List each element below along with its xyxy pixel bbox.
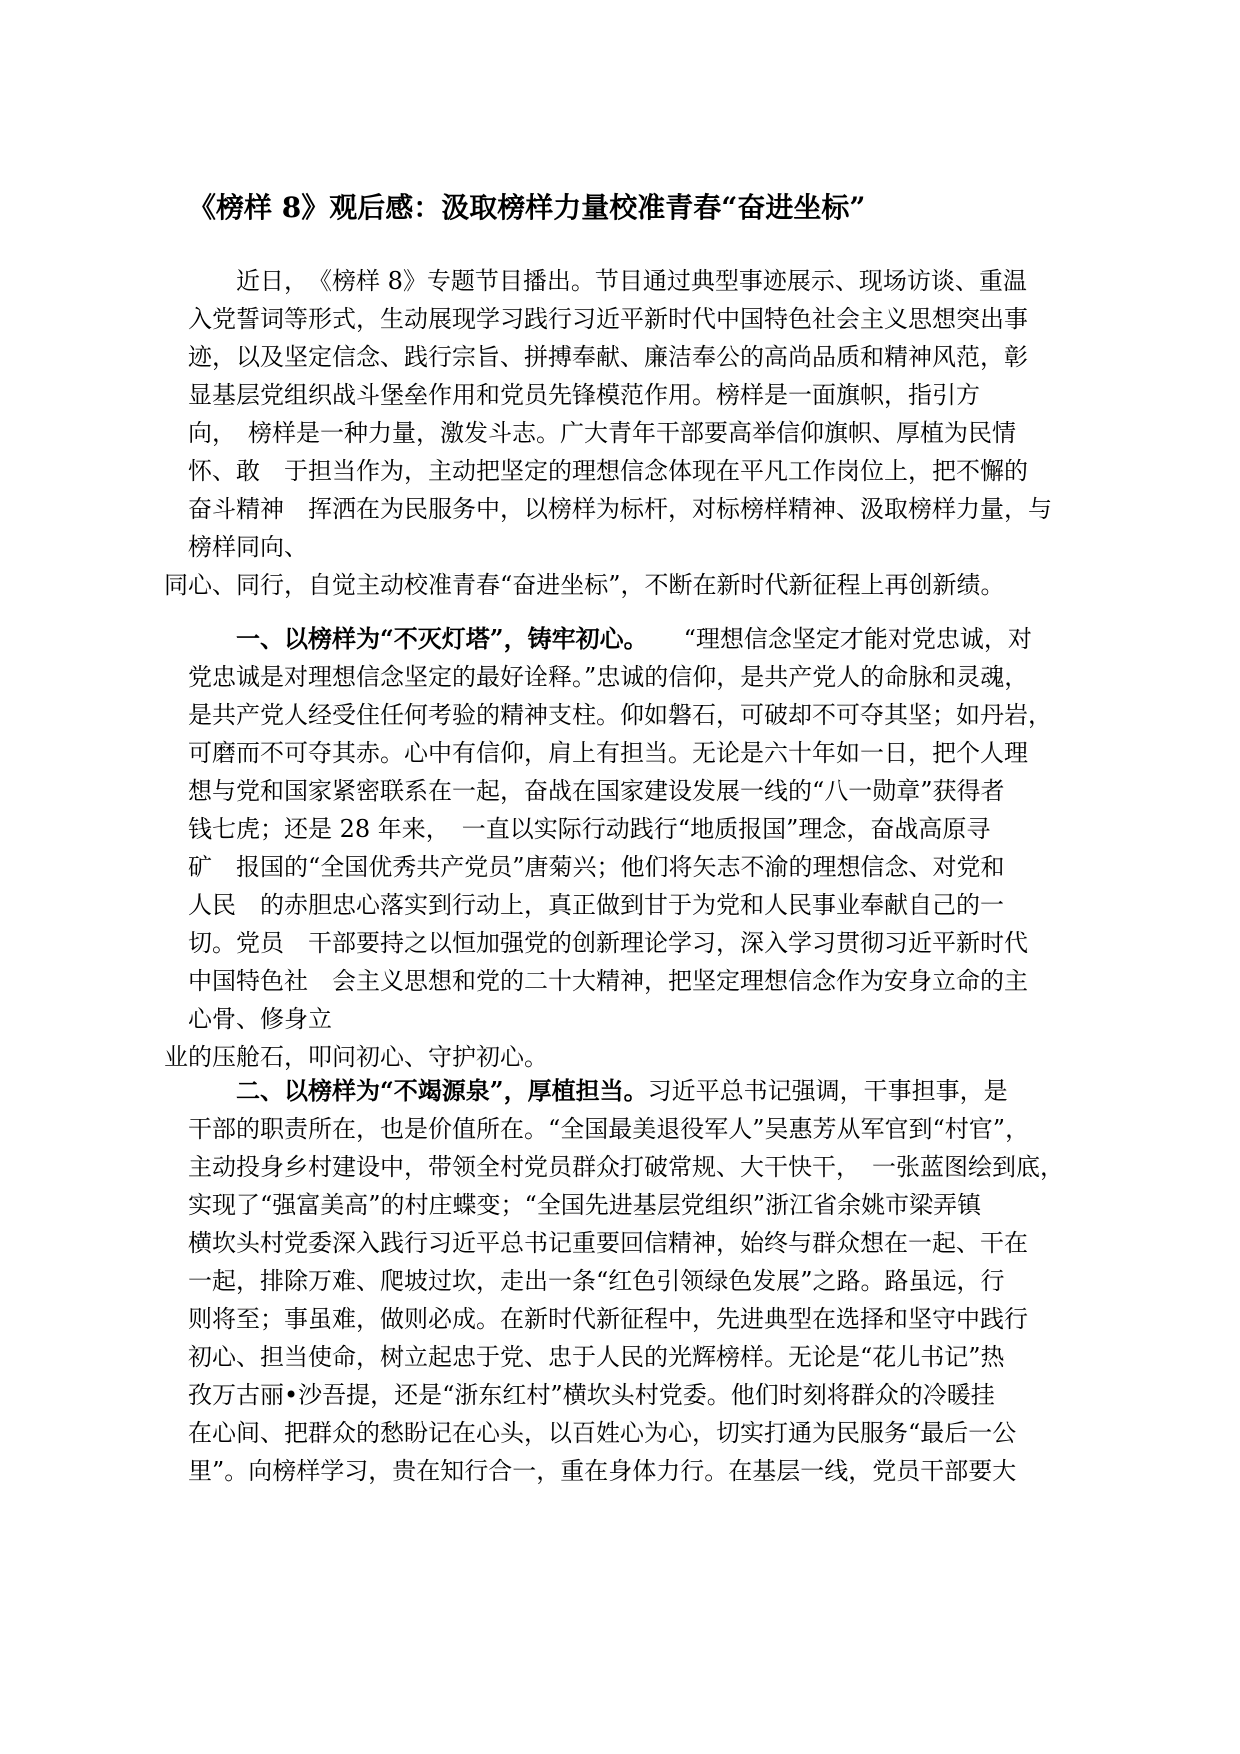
- paragraph-line: 初心、担当使命，树立起忠于党、忠于人民的光辉榜样。无论是“花儿书记”热: [188, 1343, 1005, 1371]
- paragraph-line: 心骨、修身立: [188, 1005, 332, 1033]
- paragraph-line: 同心、同行，自觉主动校准青春“奋进坐标”，不断在新时代新征程上再创新绩。: [164, 571, 1005, 599]
- paragraph-line: 怀、敢 于担当作为，主动把坚定的理想信念体现在平凡工作岗位上，把不懈的: [188, 457, 1028, 485]
- paragraph-line: 党忠诚是对理想信念坚定的最好诠释。”忠诚的信仰，是共产党人的命脉和灵魂，: [188, 663, 1029, 691]
- paragraph-line: 近日， 《榜样 8》专题节目播出。节目通过典型事迹展示、现场访谈、重温: [236, 267, 1027, 295]
- paragraph-line: 里”。向榜样学习，贵在知行合一，重在身体力行。在基层一线，党员干部要大: [188, 1457, 1017, 1485]
- paragraph-line: 奋斗精神 挥洒在为民服务中，以榜样为标杆，对标榜样精神、汲取榜样力量，与: [188, 495, 1052, 523]
- document-title: 《榜样 8》观后感：汲取榜样力量校准青春“奋进坐标”: [188, 191, 866, 224]
- paragraph-first-line: [188, 1072, 1068, 1110]
- paragraph-line: 一起，排除万难、爬坡过坎，走出一条“红色引领绿色发展”之路。路虽远，行: [188, 1267, 1005, 1295]
- paragraph-line-text: “理想信念坚定才能对党忠诚，对: [635, 625, 1032, 653]
- paragraph-line: 矿 报国的“全国优秀共产党员”唐菊兴；他们将矢志不渝的理想信念、对党和: [188, 853, 1005, 881]
- paragraph-line: 切。党员 干部要持之以恒加强党的创新理论学习，深入学习贯彻习近平新时代: [188, 929, 1028, 957]
- paragraph-line: 入党誓词等形式，生动展现学习践行习近平新时代中国特色社会主义思想突出事: [188, 305, 1028, 333]
- paragraph-line: 可磨而不可夺其赤。心中有信仰，肩上有担当。无论是六十年如一日，把个人理: [188, 739, 1028, 767]
- paragraph-line: 孜万古丽•沙吾提，还是“浙东红村”横坎头村党委。他们时刻将群众的冷暖挂: [188, 1381, 995, 1409]
- paragraph-line: 向， 榜样是一种力量，激发斗志。广大青年干部要高举信仰旗帜、厚植为民情: [188, 419, 1016, 447]
- paragraph-line: 实现了“强富美高”的村庄蝶变；“全国先进基层党组织”浙江省余姚市梁弄镇: [188, 1191, 982, 1219]
- paragraph-line: 干部的职责所在，也是价值所在。“全国最美退役军人”吴惠芳从军官到“村官”，: [188, 1115, 1030, 1143]
- paragraph-line: 人民 的赤胆忠心落实到行动上，真正做到甘于为党和人民事业奉献自己的一: [188, 891, 1004, 919]
- section-heading-one: 一、以榜样为“不灭灯塔”，铸牢初心。: [236, 624, 636, 653]
- paragraph-line: 显基层党组织战斗堡垒作用和党员先锋模范作用。榜样是一面旗帜，指引方: [188, 381, 980, 409]
- paragraph-line: 则将至；事虽难，做则必成。在新时代新征程中，先进典型在选择和坚守中践行: [188, 1305, 1028, 1333]
- paragraph-line: 是共产党人经受住任何考验的精神支柱。仰如磐石，可破却不可夺其坚；如丹岩，: [188, 701, 1052, 729]
- paragraph-section-two: [188, 1072, 1068, 1490]
- paragraph-line: 业的压舱石，叩问初心、守护初心。: [164, 1043, 548, 1071]
- paragraph-line: 在心间、把群众的愁盼记在心头，以百姓心为心，切实打通为民服务“最后一公: [188, 1419, 1017, 1447]
- paragraph-line: 主动投身乡村建设中，带领全村党员群众打破常规、大干快干， 一张蓝图绘到底，: [188, 1153, 1064, 1181]
- paragraph-line: 钱七虎；还是 28 年来， 一直以实际行动践行“地质报国”理念，奋战高原寻: [188, 815, 991, 843]
- section-heading-two: 二、以榜样为“不竭源泉”，厚植担当。: [236, 1076, 648, 1105]
- paragraph-first-line: [188, 620, 1068, 658]
- paragraph-line: 中国特色社 会主义思想和党的二十大精神，把坚定理想信念作为安身立命的主: [188, 967, 1028, 995]
- paragraph-line: 榜样同向、: [188, 533, 308, 561]
- paragraph-section-one: [164, 620, 1068, 1076]
- paragraph-line: 想与党和国家紧密联系在一起，奋战在国家建设发展一线的“八一勋章”获得者: [188, 777, 1005, 805]
- paragraph-line-text: 习近平总书记强调，干事担事，是: [647, 1077, 1008, 1105]
- paragraph-intro: [164, 262, 1068, 604]
- paragraph-line: 横坎头村党委深入践行习近平总书记重要回信精神，始终与群众想在一起、干在: [188, 1229, 1028, 1257]
- paragraph-line: 迹，以及坚定信念、践行宗旨、拼搏奉献、廉洁奉公的高尚品质和精神风范，彰: [188, 343, 1028, 371]
